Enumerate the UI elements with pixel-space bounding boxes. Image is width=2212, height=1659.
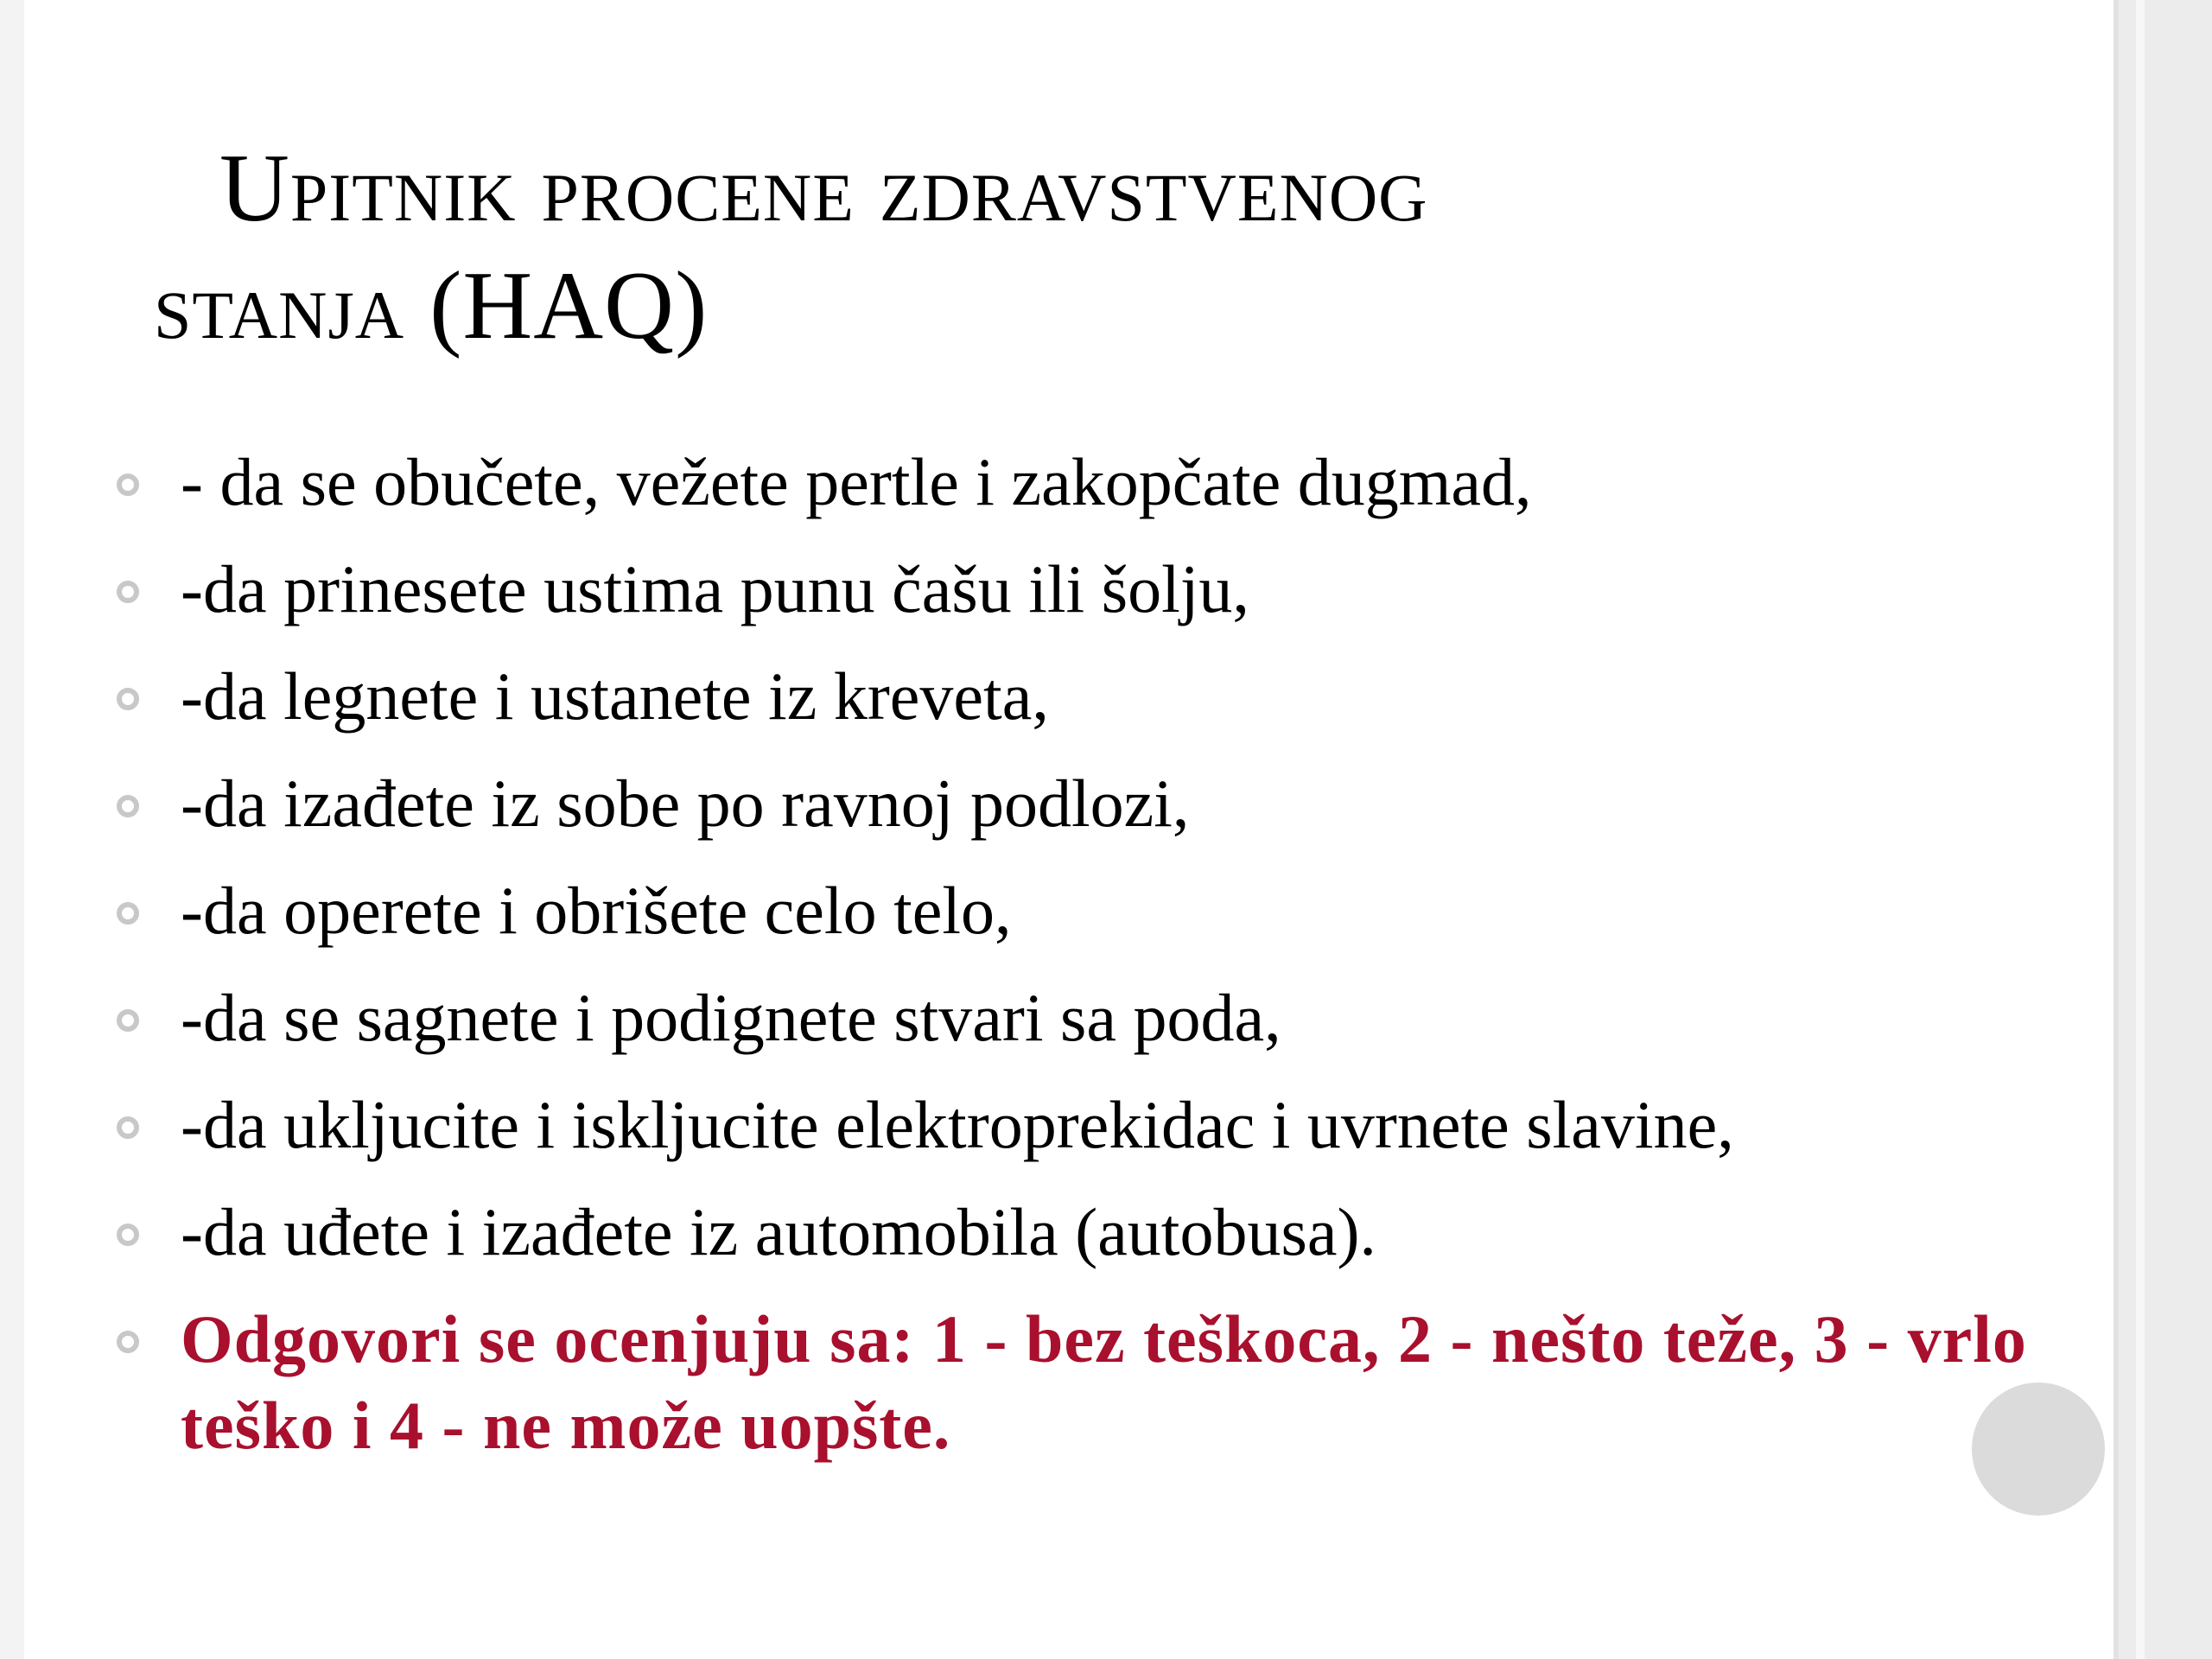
bullet-circle-icon	[117, 688, 139, 710]
bullet-circle-icon	[117, 795, 139, 817]
scoring-note	[117, 1296, 2061, 1469]
list-item-text: -da se sagnete i podignete stvari sa poda,	[181, 980, 1281, 1055]
slide-title-line1: Upitnik procene zdravstvenog	[219, 135, 1428, 242]
list-item	[117, 439, 2061, 525]
bullet-circle-icon	[117, 1224, 139, 1246]
slide-title	[154, 130, 2001, 365]
list-item	[117, 760, 2061, 847]
bullet-circle-icon	[117, 581, 139, 603]
left-page-edge	[0, 0, 24, 1659]
bullet-circle-icon	[117, 1331, 139, 1353]
bullet-circle-icon	[117, 902, 139, 925]
list-item	[117, 1082, 2061, 1168]
list-item	[117, 653, 2061, 740]
list-item	[117, 1189, 2061, 1275]
bullet-circle-icon	[117, 474, 139, 496]
list-item-text: -da izađete iz sobe po ravnoj podlozi,	[181, 766, 1190, 841]
scoring-note-text: Odgovori se ocenjuju sa: 1 - bez teškoca, 2 - nešto teže, 3 - vrlo teško i 4 - ne može uopšte.	[181, 1301, 2027, 1463]
right-page-border	[2113, 0, 2119, 1659]
list-item-text: -da ukljucite i iskljucite elektroprekidac i uvrnete slavine,	[181, 1087, 1734, 1162]
list-item	[117, 868, 2061, 954]
bullet-circle-icon	[117, 1009, 139, 1032]
list-item	[117, 546, 2061, 632]
list-item-text: -da legnete i ustanete iz kreveta,	[181, 658, 1049, 734]
slide-title-line2: stanja (HAQ)	[154, 252, 709, 359]
next-slide-button[interactable]	[1972, 1382, 2105, 1516]
right-page-highlight	[2136, 0, 2145, 1659]
list-item-text: -da prinesete ustima punu čašu ili šolju,	[181, 551, 1249, 626]
list-item-text: - da se obučete, vežete pertle i zakopčate dugmad,	[181, 444, 1532, 519]
list-item-text: -da uđete i izađete iz automobila (autobusa).	[181, 1194, 1376, 1269]
bullet-list	[117, 439, 2061, 1490]
right-page-edge	[2113, 0, 2212, 1659]
bullet-circle-icon	[117, 1116, 139, 1139]
list-item	[117, 975, 2061, 1061]
list-item-text: -da operete i obrišete celo telo,	[181, 873, 1012, 948]
